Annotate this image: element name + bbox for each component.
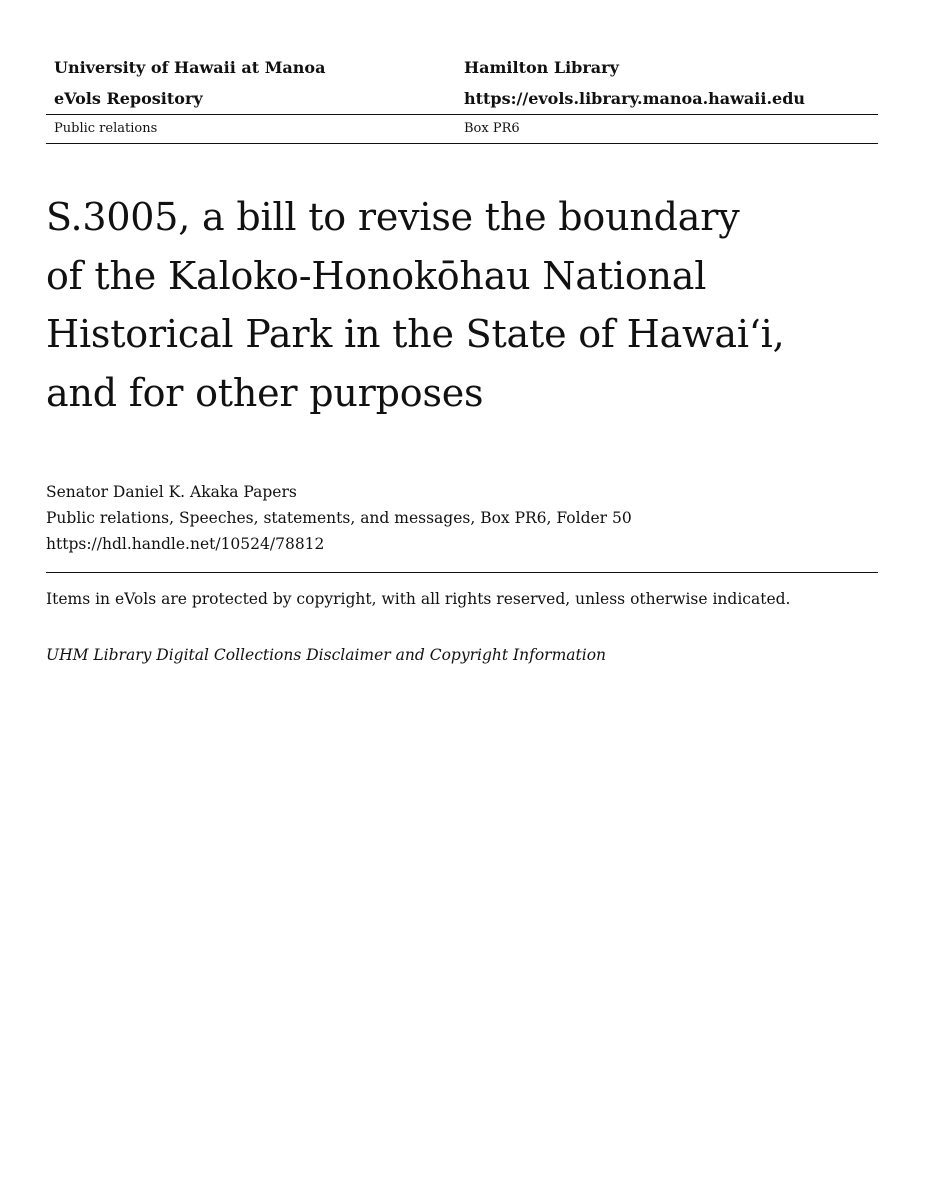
header-row-collection (46, 115, 878, 143)
handle-link[interactable]: https://hdl.handle.net/10524/78812 (46, 535, 325, 553)
library-name: Hamilton Library (464, 58, 619, 77)
repository-url[interactable]: https://evols.library.manoa.hawaii.edu (464, 89, 806, 108)
collection-series: Public relations (54, 121, 158, 136)
box-label: Box PR6 (464, 121, 520, 136)
rights-statement: Items in eVols are protected by copyright, with all rights reserved, unless otherwise indicated. (46, 590, 791, 608)
disclaimer-link[interactable]: UHM Library Digital Collections Disclaimer and Copyright Information (46, 646, 607, 664)
header-row-institution (46, 52, 878, 83)
header-row-repository (46, 83, 878, 114)
repository-name: eVols Repository (54, 89, 203, 108)
document-title: S.3005, a bill to revise the boundary of the Kaloko-Honokōhau National Historical Park in the State of Hawai‘i, and for other purposes (46, 195, 785, 415)
folder-location: Public relations, Speeches, statements, and messages, Box PR6, Folder 50 (46, 509, 632, 527)
repository-header (46, 52, 878, 144)
document-metadata (46, 479, 632, 557)
collection-name: Senator Daniel K. Akaka Papers (46, 483, 297, 501)
institution-name: University of Hawaii at Manoa (54, 58, 326, 77)
header-bottom-divider (46, 143, 878, 144)
footer-divider (46, 572, 878, 573)
